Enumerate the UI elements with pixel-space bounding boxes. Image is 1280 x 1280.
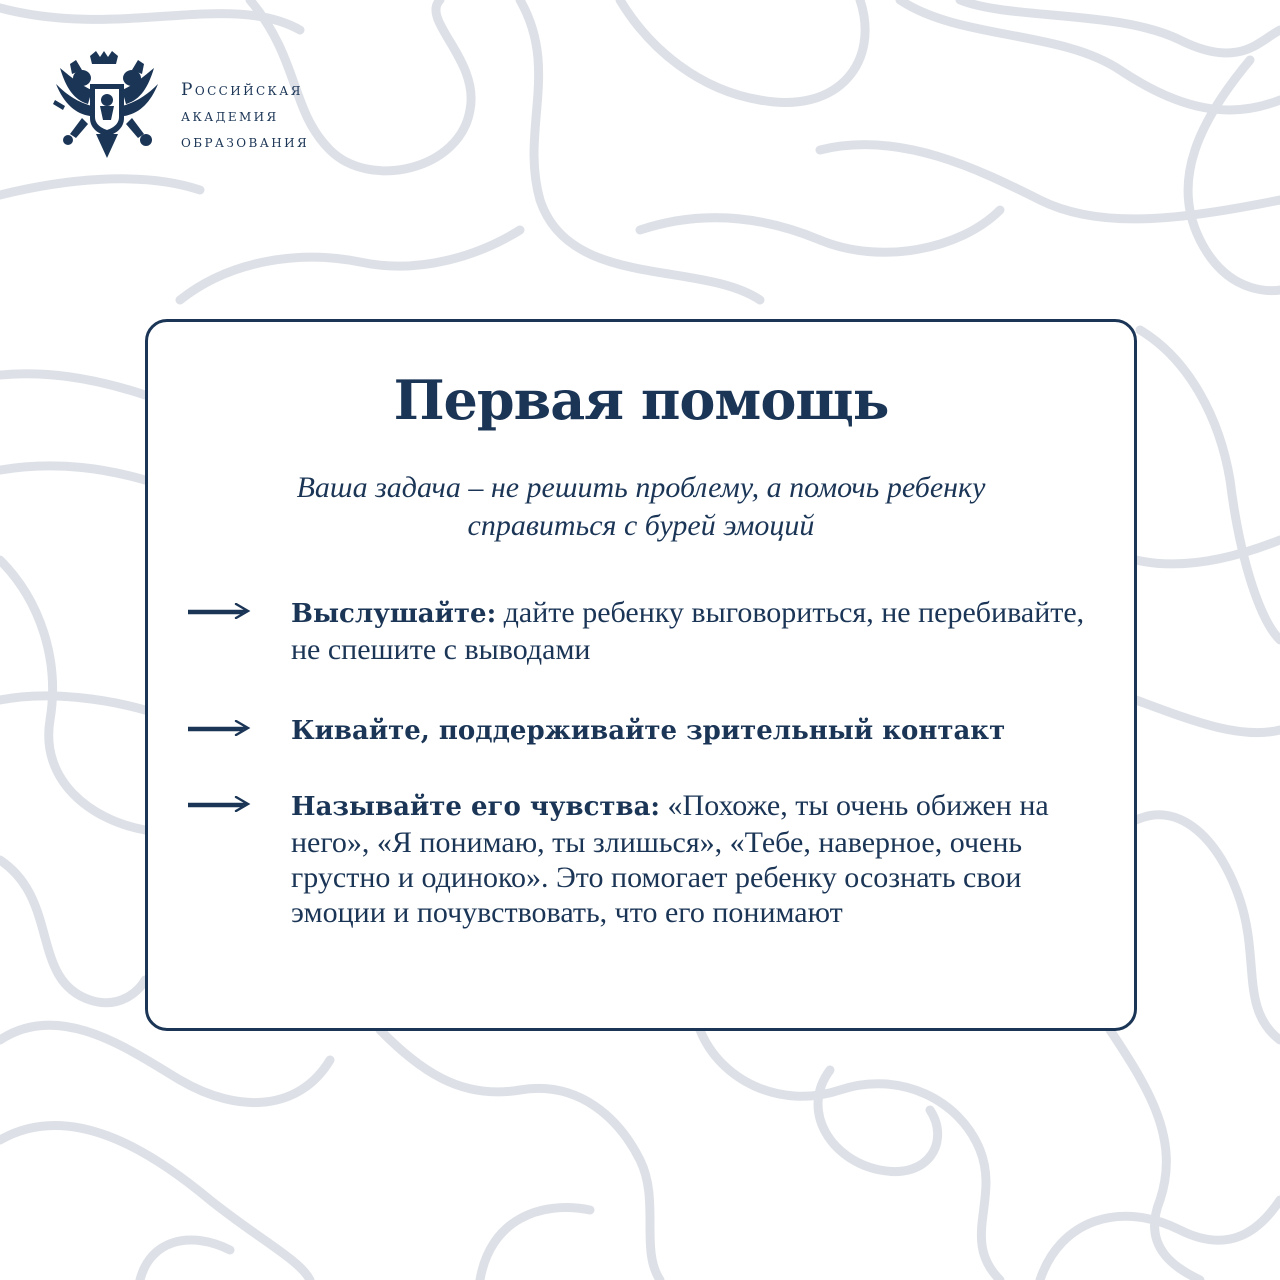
item-text	[291, 712, 1101, 749]
info-card	[145, 319, 1137, 1031]
arrow-right-icon	[188, 603, 252, 619]
item-heading: Выслушайте:	[291, 599, 497, 629]
item-heading: Называйте его чувства:	[291, 792, 661, 822]
brand-line-3: образования	[181, 132, 310, 152]
arrow-right-icon	[188, 796, 252, 812]
brand-line-1: Российская	[181, 80, 303, 100]
item-body: дайте ребенку выговориться, не перебивайте, не спешите с выводами	[291, 596, 1085, 666]
card-title: Первая помощь	[393, 368, 889, 432]
item-heading: Кивайте, поддерживайте зрительный контакт	[291, 716, 1006, 746]
item-body: «Похоже, ты очень обижен на него», «Я понимаю, ты злишься», «Тебе, наверное, очень грустно и одиноко». Это помогает ребенку осознать свои эмоции и почувствовать, что его понимают	[291, 789, 1049, 929]
item-text	[291, 788, 1101, 930]
card-subtitle	[238, 469, 1044, 545]
brand-line-2: академия	[181, 106, 279, 126]
arrow-right-icon	[188, 720, 252, 736]
subtitle-line-1: Ваша задача – не решить проблему, а помочь ребенку	[296, 471, 986, 504]
double-headed-eagle-emblem	[52, 48, 162, 160]
item-text	[291, 595, 1101, 667]
subtitle-line-2: справиться с бурей эмоций	[467, 509, 815, 542]
academy-name	[181, 77, 309, 155]
